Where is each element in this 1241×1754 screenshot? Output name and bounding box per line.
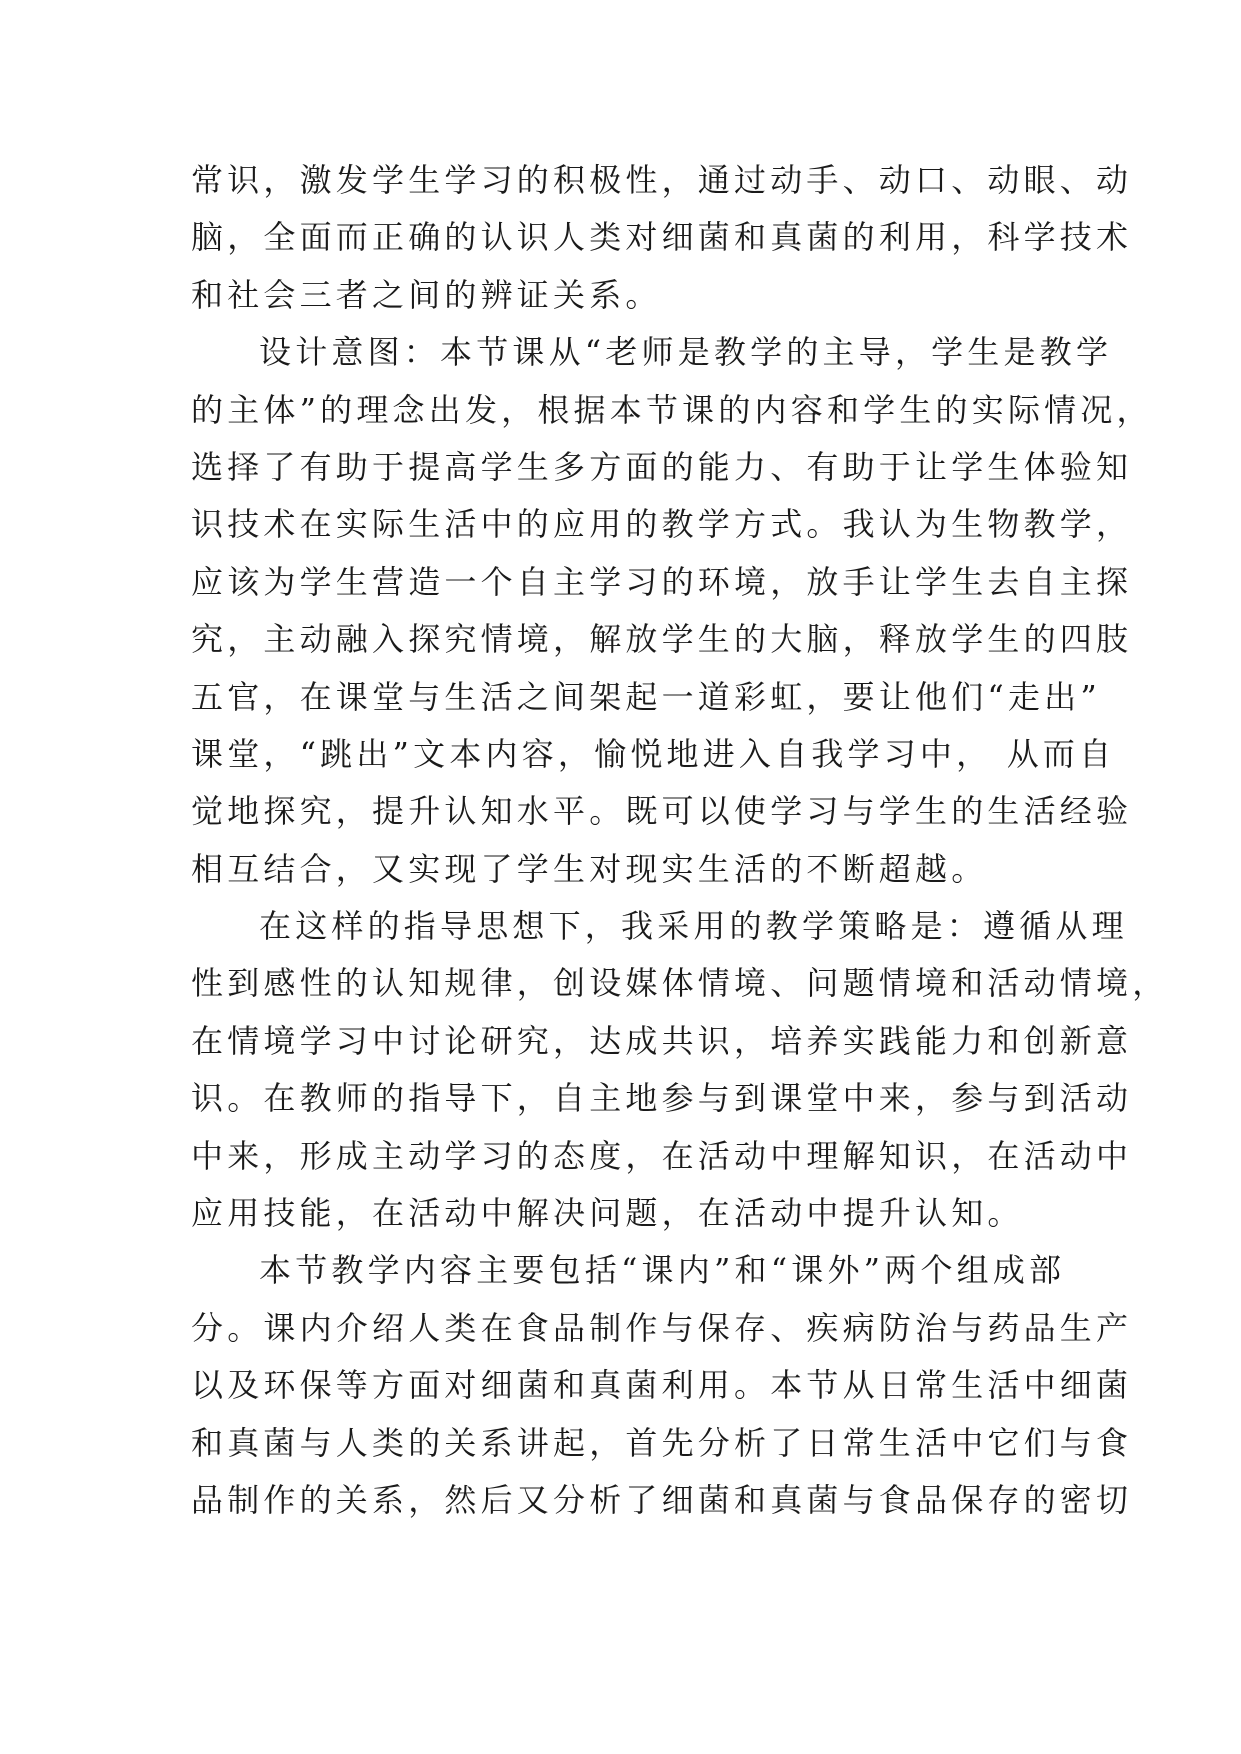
- text-line: 课堂，“跳出”文本内容，愉悦地进入自我学习中， 从而自: [191, 734, 1116, 773]
- text-line: 应用技能，在活动中解决问题，在活动中提升认知。: [191, 1194, 1024, 1233]
- text-line: 和真菌与人类的关系讲起，首先分析了日常生活中它们与食: [191, 1423, 1133, 1462]
- text-line: 分。课内介绍人类在食品制作与保存、疾病防治与药品生产: [191, 1308, 1133, 1347]
- text-line: 性到感性的认知规律，创设媒体情境、问题情境和活动情境，: [191, 964, 1169, 1003]
- text-line: 相互结合，又实现了学生对现实生活的不断超越。: [191, 849, 988, 888]
- text-line: 和社会三者之间的辨证关系。: [191, 275, 662, 314]
- text-line: 常识，激发学生学习的积极性，通过动手、动口、动眼、动: [191, 161, 1133, 199]
- text-line: 脑，全面而正确的认识人类对细菌和真菌的利用，科学技术: [191, 218, 1133, 257]
- text-line: 识。在教师的指导下，自主地参与到课堂中来，参与到活动: [191, 1079, 1133, 1118]
- text-line: 在情境学习中讨论研究，达成共识，培养实践能力和创新意: [191, 1021, 1133, 1060]
- text-line: 选择了有助于提高学生多方面的能力、有助于让学生体验知: [191, 447, 1133, 486]
- text-line: 中来，形成主动学习的态度，在活动中理解知识，在活动中: [191, 1136, 1133, 1175]
- paragraph-first-line: 本节教学内容主要包括“课内”和“课外”两个组成部: [259, 1251, 1066, 1290]
- text-line: 的主体”的理念出发，根据本节课的内容和学生的实际情况，: [191, 390, 1153, 429]
- text-line: 以及环保等方面对细菌和真菌利用。本节从日常生活中细菌: [191, 1366, 1133, 1405]
- text-line: 究，主动融入探究情境，解放学生的大脑，释放学生的四肢: [191, 620, 1133, 659]
- text-line: 觉地探究，提升认知水平。既可以使学习与学生的生活经验: [191, 792, 1133, 831]
- text-line: 识技术在实际生活中的应用的教学方式。我认为生物教学，: [191, 505, 1133, 544]
- text-line: 品制作的关系，然后又分析了细菌和真菌与食品保存的密切: [191, 1480, 1133, 1519]
- text-line: 应该为学生营造一个自主学习的环境，放手让学生去自主探: [191, 562, 1133, 601]
- paragraph-first-line: 设计意图：本节课从“老师是教学的主导，学生是教学: [259, 333, 1113, 372]
- body-text: [191, 152, 1169, 1529]
- paragraph-first-line: 在这样的指导思想下，我采用的教学策略是：遵循从理: [259, 907, 1128, 946]
- text-line: 五官，在课堂与生活之间架起一道彩虹，要让他们“走出”: [191, 677, 1101, 716]
